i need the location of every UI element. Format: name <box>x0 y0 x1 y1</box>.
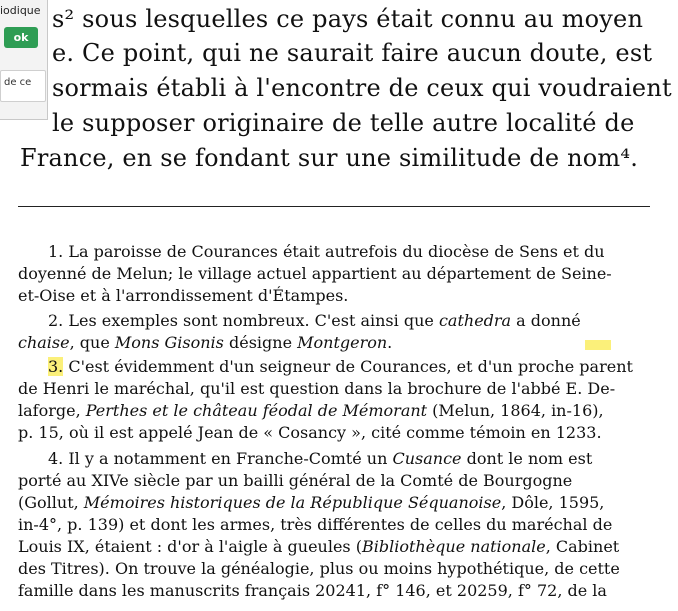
footnote-3-line-3 <box>18 400 604 421</box>
footnote-1-line-2: doyenné de Melun; le village actuel appartient au département de Seine- <box>18 264 612 283</box>
footnote-4-line-4: in-4°, p. 139) et dont les armes, très différentes de celles du maréchal de <box>18 515 613 534</box>
footnote-4-line-7: famille dans les manuscrits français 20241, f° 146, et 20259, f° 72, de la <box>18 581 607 600</box>
footnote-3-line-4: p. 15, où il est appelé Jean de « Cosancy », cité comme témoin en 1233. <box>18 423 602 442</box>
footnote-4-title: Mémoires historiques de la République Séquanoise <box>83 493 502 512</box>
footnote-2-text: 2. Les exemples sont nombreux. C'est ainsi que <box>48 311 439 330</box>
footnote-4-line-3 <box>18 492 604 513</box>
footnote-1-line-1: 1. La paroisse de Courances était autrefois du diocèse de Sens et du <box>48 242 605 261</box>
main-text-line-5: France, en se fondant sur une similitude de nom⁴. <box>20 144 639 172</box>
highlight-mark <box>585 340 611 350</box>
footnote-2-term-mons-gisonis: Mons Gisonis <box>114 333 224 352</box>
footnote-4-source: Bibliothèque nationale <box>361 537 546 556</box>
main-text-line-2: e. Ce point, qui ne saurait faire aucun doute, est <box>52 39 653 67</box>
footnote-2-text: . <box>387 333 393 352</box>
footnote-3-line-2: de Henri le maréchal, qu'il est question dans la brochure de l'abbé E. De- <box>18 379 616 398</box>
footnote-2-term-montgeron: Montgeron <box>297 333 388 352</box>
footnote-3-line-1 <box>48 356 633 377</box>
footnote-2-term-chaise: chaise <box>18 333 70 352</box>
footnote-3-number-highlighted: 3. <box>48 357 64 376</box>
footnote-3-text: C'est évidemment d'un seigneur de Courances, et d'un proche parent <box>63 357 633 376</box>
footnote-2-term-cathedra: cathedra <box>438 311 512 330</box>
footnote-4-text: 4. Il y a notamment en Franche-Comté un <box>48 449 393 468</box>
footnote-4-term-cusance: Cusance <box>392 449 462 468</box>
footnote-2-text: a donné <box>511 311 581 330</box>
footnote-4-text: , Dôle, 1595, <box>501 493 605 512</box>
footnote-2-text: , que <box>69 333 115 352</box>
footnote-4-text: , Cabinet <box>545 537 620 556</box>
overlay-label-bottom: de ce <box>4 77 32 88</box>
main-text-line-4: le supposer originaire de telle autre localité de <box>52 109 635 137</box>
footnote-4-text: Louis IX, étaient : d'or à l'aigle à gueules ( <box>18 537 362 556</box>
footnote-3-text: (Melun, 1864, in-16), <box>427 401 604 420</box>
footnote-2-line-1 <box>48 310 581 331</box>
footnote-3-text: laforge, <box>18 401 86 420</box>
footnote-4-text: (Gollut, <box>18 493 84 512</box>
footnote-4-text: dont le nom est <box>461 449 593 468</box>
overlay-widget <box>0 0 48 120</box>
footnote-2-text: désigne <box>223 333 298 352</box>
main-text-line-1: s² sous lesquelles ce pays était connu au moyen <box>52 5 644 33</box>
overlay-panel[interactable] <box>0 70 46 102</box>
footnote-separator <box>18 206 650 207</box>
main-text-line-3: sormais établi à l'encontre de ceux qui voudraient <box>52 74 672 102</box>
footnote-4-line-1 <box>48 448 592 469</box>
footnote-2-line-2 <box>18 332 392 353</box>
footnote-1-line-3: et-Oise et à l'arrondissement d'Étampes. <box>18 286 349 305</box>
footnote-4-line-6: des Titres). On trouve la généalogie, plus ou moins hypothétique, de cette <box>18 559 620 578</box>
footnote-4-line-5 <box>18 536 619 557</box>
ok-button[interactable]: ok <box>4 27 38 48</box>
footnote-3-title: Perthes et le château féodal de Mémorant <box>85 401 428 420</box>
footnote-4-line-2: porté au XIVe siècle par un bailli général de la Comté de Bourgogne <box>18 471 573 490</box>
overlay-label-top: iodique <box>0 4 41 17</box>
